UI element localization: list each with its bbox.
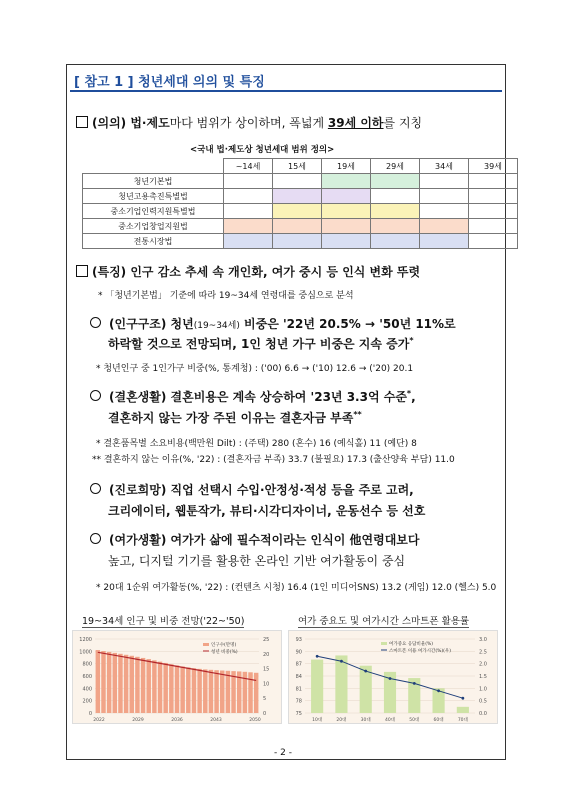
- sec1-age: 39세 이하: [327, 116, 384, 130]
- title-text: [ 참고 1 ] 청년세대 의의 및 특징: [74, 75, 265, 90]
- law-name-cell: 중소기업창업지원법: [83, 219, 224, 234]
- legend-swatch-bars: [381, 642, 387, 645]
- b1-a: (인구구조) 청년: [109, 317, 194, 331]
- x-tick-label: 2036: [171, 718, 183, 723]
- range-cell: [371, 234, 420, 249]
- population-bar: [226, 671, 230, 713]
- range-cell: [273, 174, 322, 189]
- population-bar: [152, 660, 156, 713]
- range-cell: [273, 219, 322, 234]
- header-cell: 29세: [371, 159, 420, 174]
- sec1-law: 법·제도: [130, 116, 170, 130]
- legend-label: 스마트폰 이용 여가시간(%)(우): [389, 649, 451, 654]
- law-name-cell: 전통시장법: [83, 234, 224, 249]
- smartphone-point: [461, 697, 464, 700]
- left-chart-box: [72, 630, 282, 724]
- y2-tick-label: 5: [263, 696, 267, 703]
- population-bar: [146, 659, 150, 713]
- b3-line1: [90, 481, 414, 498]
- population-bar: [130, 656, 134, 713]
- b4-line1: [90, 531, 419, 548]
- b1-note: * 청년인구 중 1인가구 비중(%, 통계청) : ('00) 6.6 → ('10) 12.6 → ('20) 20.1: [96, 364, 414, 374]
- y-tick-label: 800: [82, 661, 92, 668]
- header-cell: ~14세: [224, 159, 273, 174]
- law-table-row: [83, 189, 518, 204]
- x-tick-label: 2022: [93, 718, 105, 723]
- b2-l1: (결혼생활) 결혼비용은 계속 상승하여 '23년 3.3억 수준: [109, 390, 407, 404]
- y2-tick-label: 1.5: [479, 674, 487, 680]
- x-tick-label: 70대: [457, 718, 468, 723]
- y2-tick-label: 15: [263, 666, 270, 673]
- law-table-row: [83, 174, 518, 189]
- b2-l2star: **: [353, 410, 362, 419]
- population-bar: [163, 663, 167, 713]
- y-tick-label: 0: [88, 711, 92, 717]
- b4-note: * 20대 1순위 여가활동(%, '22) : (컨텐츠 시청) 16.4 (1인 미디어SNS) 13.2 (게임) 12.0 (헬스) 5.0: [96, 583, 497, 593]
- law-table-row: [83, 204, 518, 219]
- y2-tick-label: 25: [263, 637, 270, 643]
- y2-tick-label: 0.0: [479, 711, 487, 717]
- section-title: [70, 68, 502, 92]
- circle-bullet-icon: [90, 390, 101, 401]
- y-tick-label: 1000: [79, 649, 92, 656]
- b2-note1: * 결혼품목별 소요비용(백만원 Dilt) : (주택) 280 (혼수) 16 (예식홀) 11 (예단) 8: [96, 439, 417, 449]
- sec2-note: * 「청년기본법」 기준에 따라 19~34세 연령대를 중심으로 분석: [98, 291, 354, 301]
- leisure-bar: [457, 707, 469, 713]
- x-tick-label: 10대: [312, 718, 323, 723]
- population-bar: [118, 654, 122, 713]
- b1-star: *: [409, 336, 414, 345]
- x-tick-label: 60대: [433, 718, 444, 723]
- smartphone-point: [389, 677, 392, 680]
- range-cell: [322, 204, 371, 219]
- range-cell: [224, 234, 273, 249]
- range-cell: [273, 189, 322, 204]
- legend-label: 여가중요 응답비율(%): [389, 642, 433, 647]
- y2-tick-label: 2.5: [479, 649, 487, 656]
- y-tick-label: 78: [295, 698, 302, 705]
- population-bar: [220, 671, 224, 713]
- leisure-chart: [289, 631, 497, 723]
- y2-tick-label: 10: [263, 681, 270, 688]
- b2-l2: 결혼하지 않는 가장 주된 이유는 결혼자금 부족: [108, 411, 354, 425]
- b1-line2: [108, 335, 414, 352]
- law-name-cell: 청년기본법: [83, 174, 224, 189]
- range-cell: [420, 234, 469, 249]
- law-table-header-row: [83, 159, 518, 174]
- range-cell: [469, 234, 518, 249]
- y-tick-label: 93: [295, 637, 302, 643]
- b1-c: 비중은 '22년 20.5% → '50년 11%로: [239, 317, 456, 331]
- range-cell: [273, 204, 322, 219]
- population-bar: [248, 672, 252, 713]
- sec2-text: (특징) 인구 감소 추세 속 개인화, 여가 중시 등 인식 변화 뚜렷: [92, 265, 421, 279]
- range-cell: [371, 174, 420, 189]
- range-cell: [420, 204, 469, 219]
- x-tick-label: 2043: [210, 718, 222, 723]
- b1-b: (19~34세): [193, 321, 240, 331]
- law-name-cell: 청년고용촉진특별법: [83, 189, 224, 204]
- population-bar: [231, 671, 235, 713]
- range-cell: [322, 174, 371, 189]
- leisure-bar: [335, 655, 347, 713]
- range-cell: [322, 219, 371, 234]
- b2-l1star: *: [406, 389, 412, 398]
- population-bar: [203, 669, 207, 713]
- circle-bullet-icon: [90, 483, 101, 494]
- x-tick-label: 40대: [384, 718, 396, 723]
- population-bar: [169, 664, 173, 713]
- b2-line2: [108, 409, 362, 426]
- left-chart-title: 19~34세 인구 및 비중 전망('22~'50): [82, 613, 244, 628]
- legend-swatch-population: [203, 643, 209, 646]
- population-bar: [107, 652, 111, 713]
- y2-tick-label: 0: [263, 711, 267, 717]
- range-cell: [469, 174, 518, 189]
- range-cell: [420, 219, 469, 234]
- range-cell: [224, 189, 273, 204]
- b4-line2: 높고, 디지털 기기를 활용한 온라인 기반 여가활동이 중심: [108, 554, 406, 568]
- law-table-row: [83, 234, 518, 249]
- smartphone-point: [437, 689, 440, 692]
- range-cell: [469, 219, 518, 234]
- law-table-caption: <국내 법·제도상 청년세대 범위 정의>: [190, 145, 335, 155]
- law-table-row: [83, 219, 518, 234]
- population-bar: [96, 650, 100, 713]
- header-cell: 34세: [420, 159, 469, 174]
- range-cell: [224, 174, 273, 189]
- range-cell: [420, 189, 469, 204]
- legend-label: 청년 비중(%): [211, 650, 238, 655]
- header-cell: 39세: [469, 159, 518, 174]
- b2-line1: [90, 388, 416, 405]
- y2-tick-label: 20: [263, 651, 270, 658]
- range-cell: [469, 204, 518, 219]
- b1-line1: [90, 315, 456, 332]
- circle-bullet-icon: [90, 533, 101, 544]
- sec1-pre: (의의): [92, 116, 131, 130]
- law-name-cell: 중소기업인력지원특별법: [83, 204, 224, 219]
- legend-label: 인구수(만명): [211, 643, 237, 648]
- population-bar: [124, 655, 128, 713]
- population-bar: [209, 670, 213, 713]
- smartphone-point: [413, 682, 416, 685]
- header-cell: 19세: [322, 159, 371, 174]
- sec1-mid: 마다 범위가 상이하며, 폭넓게: [169, 116, 328, 130]
- y-tick-label: 81: [295, 686, 302, 693]
- smartphone-point: [316, 655, 319, 658]
- population-bar: [175, 665, 179, 713]
- population-chart: [73, 631, 281, 723]
- range-cell: [273, 234, 322, 249]
- law-range-table: [82, 158, 518, 249]
- checkbox-square-icon: [76, 265, 88, 277]
- right-chart-box: [288, 630, 498, 724]
- population-bar: [158, 662, 162, 713]
- population-bar: [113, 653, 117, 713]
- population-bar: [180, 666, 184, 713]
- y-tick-label: 90: [295, 649, 302, 656]
- b3-l1: (진로희망) 직업 선택시 수입·안정성·적성 등을 주로 고려,: [109, 483, 414, 497]
- range-cell: [371, 189, 420, 204]
- y2-tick-label: 0.5: [479, 698, 487, 705]
- b2-note2: ** 결혼하지 않는 이유(%, '22) : (결혼자금 부족) 33.7 (불필요) 17.3 (출산양육 부담) 11.0: [92, 455, 455, 465]
- y-tick-label: 75: [295, 711, 302, 717]
- x-tick-label: 30대: [360, 718, 371, 723]
- leisure-bar: [311, 660, 323, 713]
- population-bar: [135, 657, 139, 713]
- page-number: - 2 -: [274, 748, 292, 758]
- sec1-post: 를 지칭: [383, 116, 423, 130]
- y-tick-label: 1200: [79, 637, 92, 643]
- population-bar: [214, 670, 218, 713]
- y-tick-label: 84: [295, 674, 302, 680]
- range-cell: [224, 219, 273, 234]
- population-bar: [197, 669, 201, 713]
- range-cell: [224, 204, 273, 219]
- b2-l1end: ,: [411, 390, 416, 404]
- population-bar: [101, 651, 105, 713]
- smartphone-point: [340, 660, 343, 663]
- b3-line2: 크리에이터, 웹툰작가, 뷰티·시각디자이너, 운동선수 등 선호: [108, 504, 426, 518]
- y-tick-label: 200: [82, 698, 92, 705]
- y2-tick-label: 3.0: [479, 637, 487, 643]
- range-cell: [322, 234, 371, 249]
- x-tick-label: 2050: [249, 718, 261, 723]
- y-tick-label: 87: [295, 661, 302, 668]
- population-bar: [186, 667, 190, 713]
- range-cell: [322, 189, 371, 204]
- range-cell: [420, 174, 469, 189]
- y2-tick-label: 2.0: [479, 661, 487, 668]
- population-bar: [192, 668, 196, 713]
- x-tick-label: 2029: [132, 718, 144, 723]
- circle-bullet-icon: [90, 317, 101, 328]
- x-tick-label: 20대: [336, 718, 347, 723]
- y-tick-label: 600: [82, 674, 92, 680]
- range-cell: [469, 189, 518, 204]
- x-tick-label: 50대: [409, 718, 420, 723]
- checkbox-square-icon: [76, 116, 88, 128]
- section1-line: [76, 114, 422, 131]
- smartphone-point: [364, 670, 367, 673]
- b1-l2: 하락할 것으로 전망되며, 1인 청년 가구 비중은 지속 증가: [108, 337, 410, 351]
- section2-line: [76, 263, 420, 280]
- y2-tick-label: 1.0: [479, 686, 487, 693]
- header-cell: 15세: [273, 159, 322, 174]
- population-bar: [254, 673, 258, 713]
- population-bar: [141, 658, 145, 713]
- y-tick-label: 400: [82, 686, 92, 693]
- right-chart-title: 여가 중요도 및 여가시간 스마트폰 활용률: [298, 613, 469, 628]
- range-cell: [371, 204, 420, 219]
- b4-l1: (여가생활) 여가가 삶에 필수적이라는 인식이 他연령대보다: [109, 533, 420, 547]
- range-cell: [371, 219, 420, 234]
